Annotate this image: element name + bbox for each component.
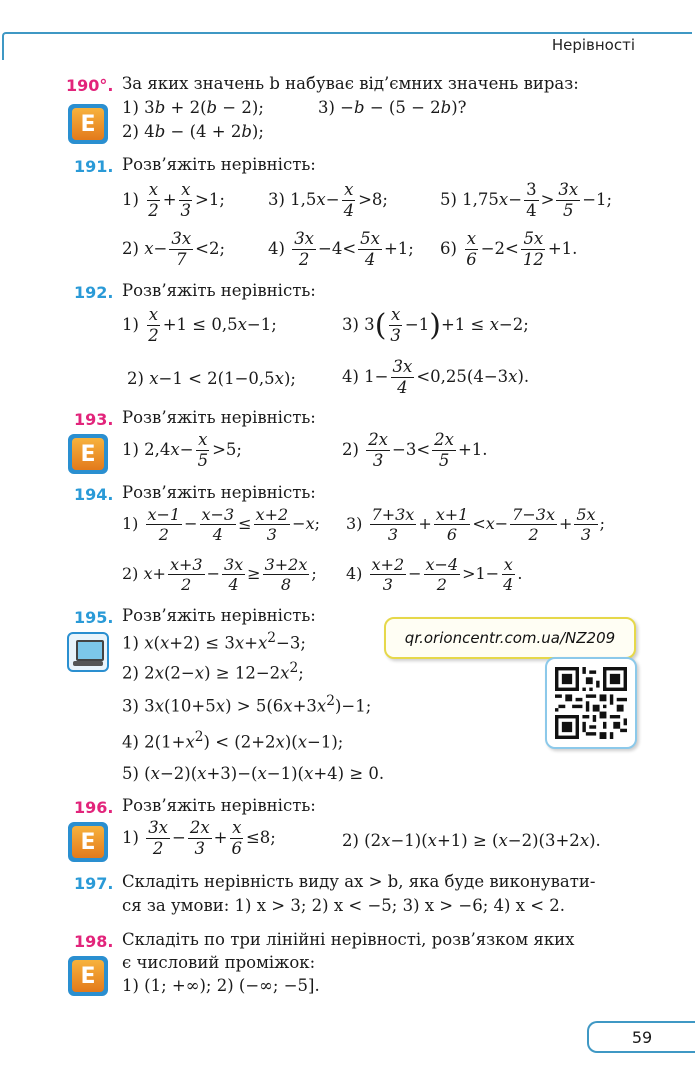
exercise-191-item-3: 3) 1,5x− $\frac{x}{4}$ >8; <box>268 180 388 220</box>
exercise-192-item-4: 4) 1− $\frac{3x}{4}$ <0,25(4−3x). <box>342 357 530 397</box>
exercise-number-195: 195. <box>74 608 114 627</box>
computer-icon <box>67 632 109 672</box>
page-header-title: Нерівності <box>551 36 635 54</box>
exercise-197-line-1: Складіть нерівність виду ax > b, яка буде виконувати- <box>122 872 596 891</box>
exercise-194-item-1: 1) $\frac{x-1}{2}$ − $\frac{x-3}{4}$ ≤ $\frac{x+2}{3}$ −x; <box>122 505 320 545</box>
exercise-194-text: Розв’яжіть нерівність: <box>122 483 316 502</box>
exercise-194-item-3: 3) $\frac{7+3x}{3}$ + $\frac{x+1}{6}$ <x− $\frac{7-3x}{2}$ + $\frac{5x}{3}$ ; <box>346 505 605 545</box>
exercise-191-item-4: 4) $\frac{3x}{2}$ −4< $\frac{5x}{4}$ +1; <box>268 229 414 269</box>
exercise-198-line-3: 1) (1; +∞); 2) (−∞; −5]. <box>122 976 320 995</box>
exercise-191-item-2: 2) x− $\frac{3x}{7}$ <2; <box>122 229 226 269</box>
exercise-193-item-1: 1) 2,4x− $\frac{x}{5}$ >5; <box>122 430 242 470</box>
e-icon: E <box>68 956 108 996</box>
exercise-number-197: 197. <box>74 874 114 893</box>
exercise-number-191: 191. <box>74 157 114 176</box>
e-icon: E <box>68 822 108 862</box>
exercise-195-item-2: 2) $2x(2-x) \ge 12-2x^2$; <box>122 660 304 683</box>
exercise-190-item-3: 3) −b − (5 − 2b)? <box>318 98 467 117</box>
exercise-number-192: 192. <box>74 283 114 302</box>
exercise-197-line-2: ся за умови: 1) x > 3; 2) x < −5; 3) x > −6; 4) x < 2. <box>122 896 566 915</box>
exercise-190-item-1: 1) 3b + 2(b − 2); <box>122 98 264 117</box>
exercise-195-item-1: 1) $x(x+2) \le 3x+x^2-3$; <box>122 630 306 653</box>
exercise-192-item-3: 3) 3( $\frac{x}{3}$ −1)+1 ≤ x−2; <box>342 305 529 345</box>
qr-code[interactable] <box>545 657 637 749</box>
exercise-198-line-2: є числовий проміжок: <box>122 953 316 972</box>
exercise-191-item-5: 5) 1,75x− $\frac{3}{4}$ > $\frac{3x}{5}$ −1; <box>440 180 613 220</box>
exercise-194-item-2: 2) x+ $\frac{x+3}{2}$ − $\frac{3x}{4}$ ≥ $\frac{3+2x}{8}$ ; <box>122 555 317 595</box>
exercise-191-item-1: 1) $\frac{x}{2}$ + $\frac{x}{3}$ >1; <box>122 180 225 220</box>
exercise-number-193: 193. <box>74 410 114 429</box>
exercise-191-text: Розв’яжіть нерівність: <box>122 155 316 174</box>
exercise-190-text: За яких значень b набуває від’ємних значень вираз: <box>122 74 579 93</box>
exercise-number-196: 196. <box>74 798 114 817</box>
e-icon: E <box>68 434 108 474</box>
qr-code-icon <box>555 667 627 739</box>
exercise-193-text: Розв’яжіть нерівність: <box>122 408 316 427</box>
exercise-192-item-2: 2) x−1 < 2(1−0,5x); <box>127 369 296 388</box>
exercise-196-item-1: 1) $\frac{3x}{2}$ − $\frac{2x}{3}$ + $\frac{x}{6}$ ≤8; <box>122 818 276 858</box>
exercise-number-198: 198. <box>74 932 114 951</box>
exercise-193-item-2: 2) $\frac{2x}{3}$ −3< $\frac{2x}{5}$ +1. <box>342 430 488 470</box>
exercise-195-item-3: 3) $3x(10+5x) > 5(6x+3x^2)-1$; <box>122 693 372 716</box>
exercise-198-line-1: Складіть по три лінійні нерівності, розв’язком яких <box>122 930 575 949</box>
exercise-191-item-6: 6) $\frac{x}{6}$ −2< $\frac{5x}{12}$ +1. <box>440 229 578 269</box>
qr-link-label[interactable]: qr.orioncentr.com.ua/NZ209 <box>384 617 636 659</box>
exercise-192-text: Розв’яжіть нерівність: <box>122 281 316 300</box>
exercise-195-text: Розв’яжіть нерівність: <box>122 606 316 625</box>
exercise-194-item-4: 4) $\frac{x+2}{3}$ − $\frac{x-4}{2}$ >1− $\frac{x}{4}$ . <box>346 555 523 595</box>
exercise-number-190: 190°. <box>66 76 114 95</box>
e-icon: E <box>68 104 108 144</box>
exercise-196-text: Розв’яжіть нерівність: <box>122 796 316 815</box>
exercise-number-194: 194. <box>74 485 114 504</box>
exercise-190-item-2: 2) 4b − (4 + 2b); <box>122 122 264 141</box>
exercise-192-item-1: 1) $\frac{x}{2}$ +1 ≤ 0,5x−1; <box>122 305 277 345</box>
exercise-195-item-4: 4) $2(1+x^2) < (2+2x)(x-1)$; <box>122 729 344 752</box>
exercise-196-item-2: 2) (2x−1)(x+1) ≥ (x−2)(3+2x). <box>342 831 601 850</box>
page-number: 59 <box>587 1021 695 1053</box>
exercise-195-item-5: 5) (x−2)(x+3)−(x−1)(x+4) ≥ 0. <box>122 764 385 783</box>
